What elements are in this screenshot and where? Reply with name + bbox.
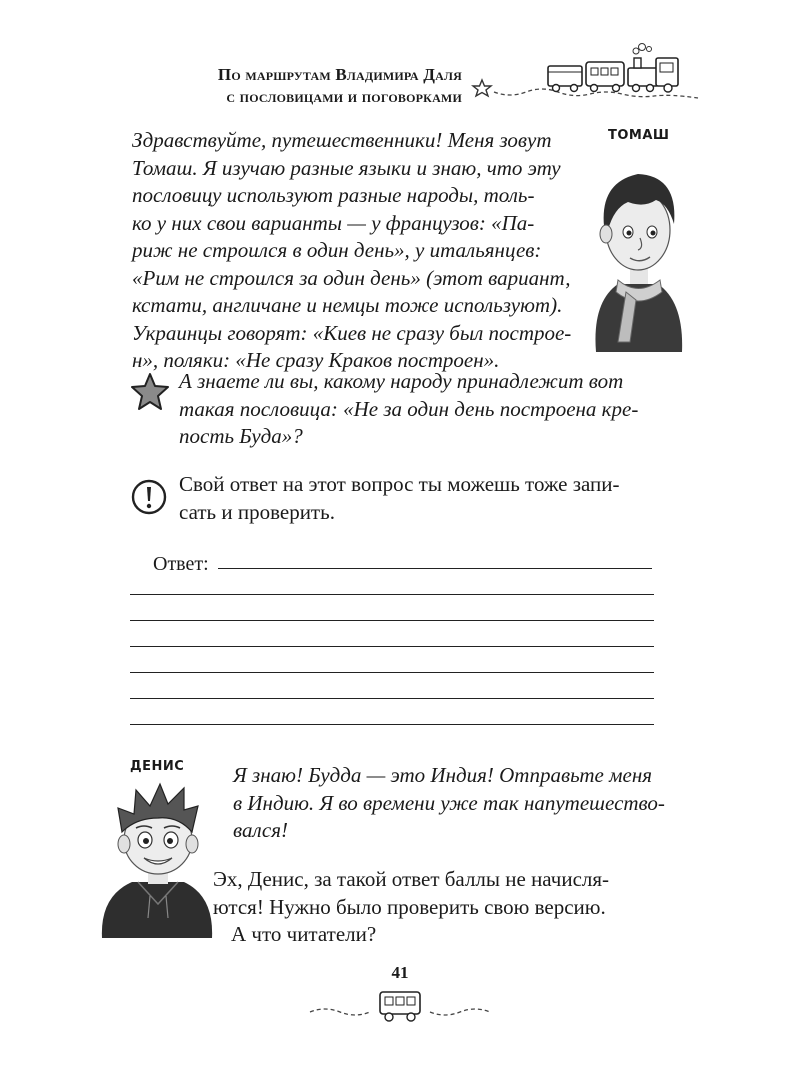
- question-line: А знаете ли вы, какому народу принадлежит вот: [179, 369, 624, 393]
- header-title-line1: По маршрутам Владимира Даля: [217, 65, 462, 84]
- question-line: такая пословица: «Не за один день построена кре-: [179, 396, 639, 421]
- running-header: [218, 64, 462, 108]
- answer-line[interactable]: [130, 724, 654, 725]
- tomash-speech-line: риж не строился в один день», у итальянцев:: [132, 238, 542, 262]
- denis-speech-line: Я знаю! Будда — это Индия! Отправьте меня: [233, 763, 652, 787]
- denis-speech-line: в Индию. Я во времени уже так напутешество-: [233, 790, 665, 815]
- train-icon: [470, 42, 700, 112]
- tomash-speech-line: ко у них свои варианты — у французов: «Па-: [132, 210, 535, 235]
- header-title-line2: с пословицами и поговорками: [226, 87, 462, 106]
- answer-line[interactable]: [130, 672, 654, 673]
- answer-line[interactable]: [218, 568, 652, 569]
- tomash-speech-line: Украинцы говорят: «Киев не сразу был построе-: [132, 320, 572, 345]
- denis-speech: [233, 762, 673, 845]
- narrator-line: ются! Нужно было проверить свою версию.: [213, 894, 606, 919]
- tomash-label: ТОМАШ: [608, 128, 670, 143]
- denis-label: ДЕНИС: [130, 759, 185, 774]
- page-number: 41: [391, 963, 409, 982]
- wagon-icon: [300, 986, 500, 1026]
- question-line: пость Буда»?: [179, 424, 303, 448]
- answer-line[interactable]: [130, 620, 654, 621]
- tomash-speech-line: н», поляки: «Не сразу Краков построен».: [132, 348, 500, 372]
- narrator-line: А что читатели?: [231, 922, 377, 946]
- question-text: [179, 368, 679, 451]
- tomash-illustration: [588, 152, 688, 352]
- narrator-line: Эх, Денис, за такой ответ баллы не начисля-: [213, 867, 610, 891]
- answer-line[interactable]: [130, 594, 654, 595]
- denis-speech-line: вался!: [233, 818, 288, 842]
- note-line: Свой ответ на этот вопрос ты можешь тоже запи-: [179, 472, 620, 496]
- answer-line[interactable]: [130, 646, 654, 647]
- tomash-speech-line: «Рим не строился за один день» (этот вариант,: [132, 265, 571, 290]
- note-text: [179, 471, 679, 526]
- tomash-speech: [132, 127, 592, 375]
- tomash-speech-line: Здравствуйте, путешественники! Меня зовут: [132, 128, 552, 152]
- narrator-text: [213, 866, 673, 949]
- tomash-speech-line: пословицу используют разные народы, толь-: [132, 183, 535, 207]
- star-icon: [130, 372, 170, 412]
- denis-illustration: [98, 778, 218, 938]
- tomash-speech-line: Томаш. Я изучаю разные языки и знаю, что эту: [132, 155, 561, 180]
- answer-line[interactable]: [130, 698, 654, 699]
- note-line: сать и проверить.: [179, 499, 335, 524]
- tomash-speech-line: кстати, англичане и немцы тоже используют).: [132, 293, 563, 317]
- answer-label: Ответ:: [153, 553, 209, 575]
- exclamation-circle-icon: [130, 478, 168, 516]
